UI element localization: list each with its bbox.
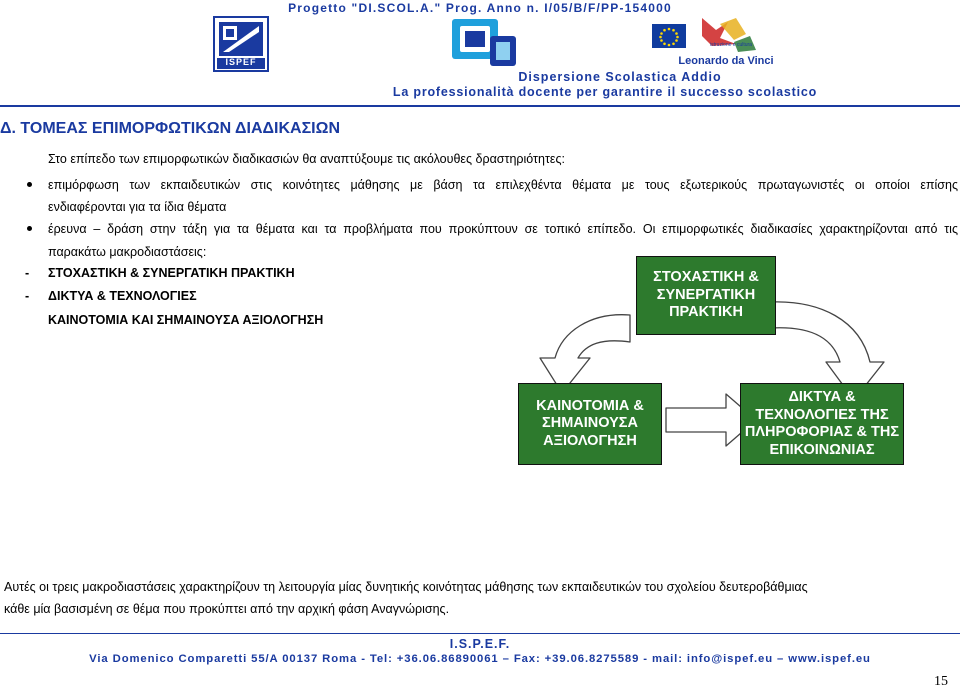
box-reflective-practice [636, 256, 776, 335]
dash-item-networks: ΔΙΚΤΥΑ & ΤΕΧΝΟΛΟΓΙΕΣ [48, 289, 197, 303]
dash-marker: - [25, 289, 30, 303]
box-right-line-4: ΕΠΙΚΟΙΝΩΝΙΑΣ [769, 441, 875, 458]
dash-item-reflective: ΣΤΟΧΑΣΤΙΚΗ & ΣΥΝΕΡΓΑΤΙΚΗ ΠΡΑΚΤΙΚΗ [48, 266, 295, 280]
box-right-line-2: ΤΕΧΝΟΛΟΓΙΕΣ ΤΗΣ [755, 406, 889, 423]
footer-org: I.S.P.E.F. [449, 637, 511, 651]
discola-logo-graphic [450, 16, 520, 70]
closing-line-2: κάθε μία βασισμένη σε θέμα που προκύπτει από την αρχική φάση Αναγνώρισης. [4, 602, 450, 616]
box-left-line-1: ΚΑΙΝΟΤΟΜΙΑ & [536, 397, 644, 414]
leonardo-text: Leonardo da Vinci [678, 55, 774, 67]
closing-line-1: Αυτές οι τρεις μακροδιαστάσεις χαρακτηρίζουν τη λειτουργία μίας δυνητικής κοινότητας μάθησης των εκπαιδευτικών του σχολείου δευτεροβάθμιας [4, 580, 808, 594]
eu-stars-icon [652, 24, 686, 48]
project-line: Progetto "DI.SCOL.A." Prog. Anno n. I/05/B/F/PP-154000 [288, 1, 672, 15]
box-top-line-3: ΠΡΑΚΤΙΚΗ [669, 304, 743, 321]
bullet-1-line-2: ενδιαφέρονται για τα ίδια θέματα [48, 200, 227, 214]
box-left-line-3: ΑΞΙΟΛΟΓΗΣΗ [543, 432, 637, 449]
box-networks [740, 383, 904, 465]
box-top-line-1: ΣΤΟΧΑΣΤΙΚΗ & [653, 269, 759, 286]
bullet-2-line-1: έρευνα – δράση στην τάξη για τα θέματα και τα προβλήματα που προκύπτουν σε τοπικό επίπεδο. Οι επιμορφωτικές διαδικασίες χαρακτηρίζονται από τις [48, 222, 958, 236]
box-right-line-3: ΠΛΗΡΟΦΟΡΙΑΣ & ΤΗΣ [744, 424, 900, 440]
eu-caption: istruzione e cultura [710, 42, 752, 48]
box-left-line-2: ΣΗΜΑΙΝΟΥΣΑ [542, 415, 638, 432]
subtitle-dispersione: Dispersione Scolastica Addio [518, 70, 722, 84]
subtitle-professionalita: La professionalità docente per garantire il successo scolastico [392, 85, 818, 99]
dash-item-innovation: ΚΑΙΝΟΤΟΜΙΑ ΚΑΙ ΣΗΜΑΙΝΟΥΣΑ ΑΞΙΟΛΟΓΗΣΗ [48, 313, 324, 327]
bullet-marker [27, 226, 32, 231]
arrow-left-icon [540, 315, 630, 393]
discola-logo [450, 16, 520, 70]
page-number: 15 [934, 674, 948, 689]
box-innovation [518, 383, 662, 465]
intro-text: Στο επίπεδο των επιμορφωτικών διαδικασιών θα αναπτύξουμε τις ακόλουθες δραστηριότητες: [48, 152, 565, 166]
bullet-1-line-1: επιμόρφωση των εκπαιδευτικών στις κοινότητες μάθησης με βάση τα επιλεχθέντα θέματα με τους εξωτερικούς πρωταγωνιστές οι οποίοι επίσης [48, 178, 958, 192]
ispef-logo-text: ISPEF [225, 57, 257, 67]
eu-flag [652, 24, 686, 48]
ispef-logo [213, 16, 269, 72]
leonardo-logo-graphic [690, 14, 780, 54]
footer-divider [0, 633, 960, 634]
box-right-line-1: ΔΙΚΤΥΑ & [788, 389, 856, 405]
section-title: Δ. ΤΟΜΕΑΣ ΕΠΙΜΟΡΦΩΤΙΚΩΝ ΔΙΑΔΙΚΑΣΙΩΝ [0, 120, 340, 137]
bullet-2-line-2: παρακάτω μακροδιαστάσεις: [48, 245, 207, 259]
bullet-marker [27, 182, 32, 187]
dash-marker: - [25, 266, 30, 280]
header-divider [0, 105, 960, 107]
footer-contact: Via Domenico Comparetti 55/A 00137 Roma - Tel: +36.06.86890061 – Fax: +39.06.8275589 - mail: info@ispef.eu – www.ispef.eu [89, 653, 871, 665]
leonardo-logo [678, 14, 780, 70]
box-top-line-2: ΣΥΝΕΡΓΑΤΙΚΗ [656, 286, 756, 303]
